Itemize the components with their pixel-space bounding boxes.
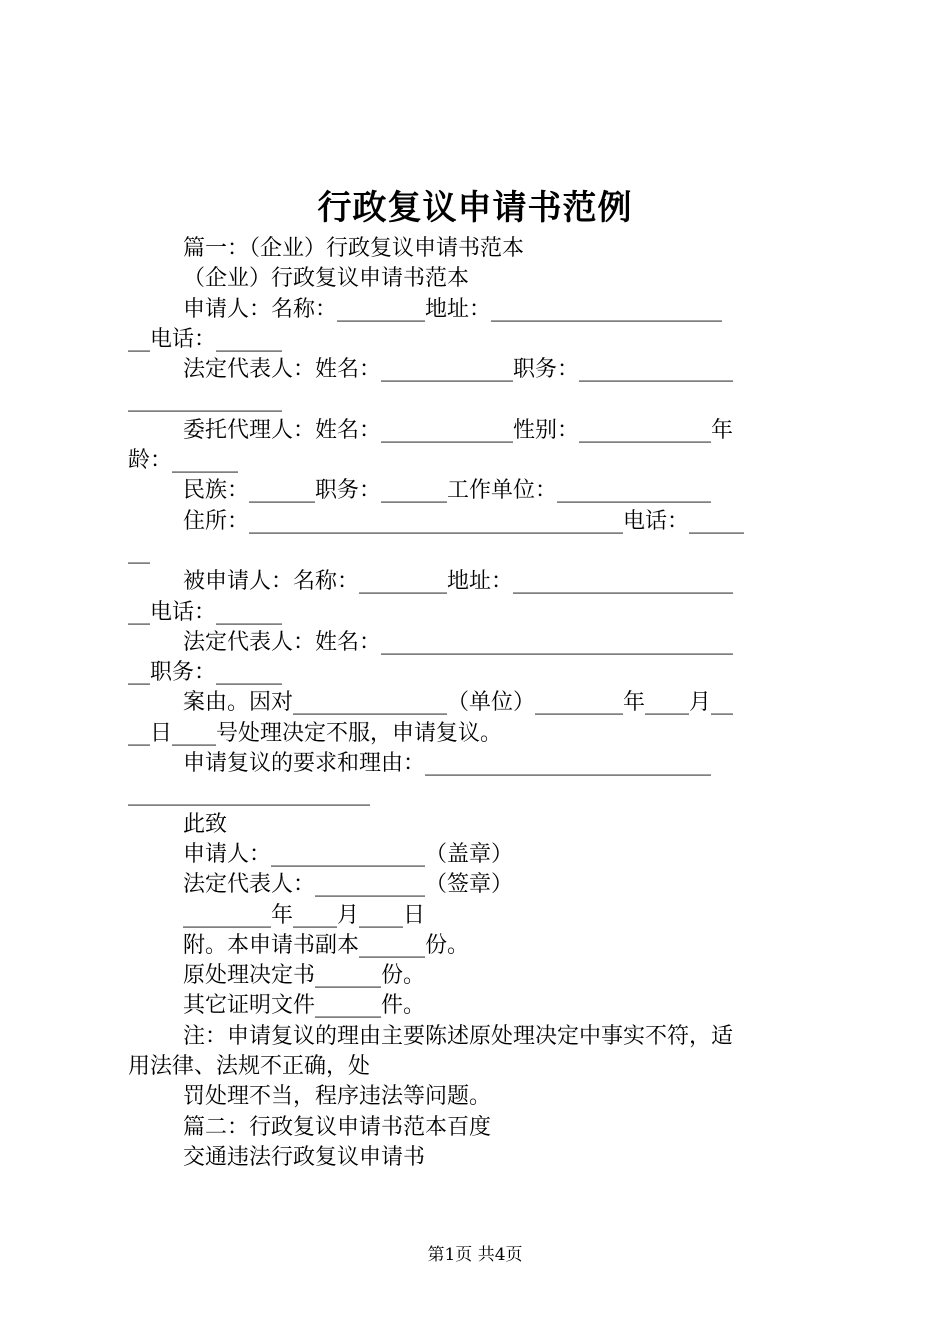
document-title: 行政复议申请书范例: [317, 188, 633, 228]
document-line: 案由。因对______________（单位）________年____月__: [183, 690, 734, 716]
document-line: 法定代表人：姓名：________________________________: [183, 629, 734, 655]
document-line: 篇二：行政复议申请书范本百度: [183, 1114, 492, 1140]
document-line: ________年____月____日: [183, 902, 426, 928]
document-line: __电话：______: [128, 326, 283, 352]
document-line: 其它证明文件______件。: [183, 993, 426, 1019]
document-line: 法定代表人：姓名：____________职务：______________: [183, 357, 734, 383]
document-line: 附。本申请书副本______份。: [183, 932, 470, 958]
document-line: __: [128, 538, 150, 564]
document-line: 龄：______: [128, 448, 239, 474]
document-line: 篇一：（企业）行政复议申请书范本: [183, 236, 525, 261]
document-line: 申请复议的要求和理由：__________________________: [183, 751, 712, 777]
document-line: __职务：______: [128, 660, 283, 686]
document-line: 注：申请复议的理由主要陈述原处理决定中事实不符，适: [183, 1023, 734, 1049]
document-line: 民族：______职务：______工作单位：______________: [183, 478, 712, 504]
document-line: 罚处理不当，程序违法等问题。: [183, 1084, 492, 1110]
document-line: __电话：______: [128, 599, 283, 625]
document-line: 申请人：名称：________地址：_____________________: [183, 296, 723, 322]
document-line: 交通违法行政复议申请书: [183, 1144, 426, 1170]
document-line: __日____号处理决定不服，申请复议。: [128, 720, 503, 746]
document-body: [128, 234, 833, 1173]
document-line: 原处理决定书______份。: [183, 963, 426, 989]
document-line: ______________________: [128, 781, 370, 807]
document-line: 委托代理人：姓名：____________性别：____________年: [183, 417, 734, 443]
document-line: 被申请人：名称：________地址：____________________: [183, 569, 734, 595]
document-line: 法定代表人：__________（签章）: [183, 872, 514, 898]
document-line: （企业）行政复议申请书范本: [183, 266, 470, 292]
document-line: 用法律、法规不正确，处: [128, 1054, 371, 1080]
page-footer: 第1页 共4页: [427, 1245, 523, 1265]
document-line: 申请人：______________（盖章）: [183, 841, 514, 867]
document-line: ______________: [128, 387, 282, 413]
document-line: 此致: [183, 811, 228, 837]
document-line: 住所：__________________________________电话：_____: [183, 508, 745, 534]
